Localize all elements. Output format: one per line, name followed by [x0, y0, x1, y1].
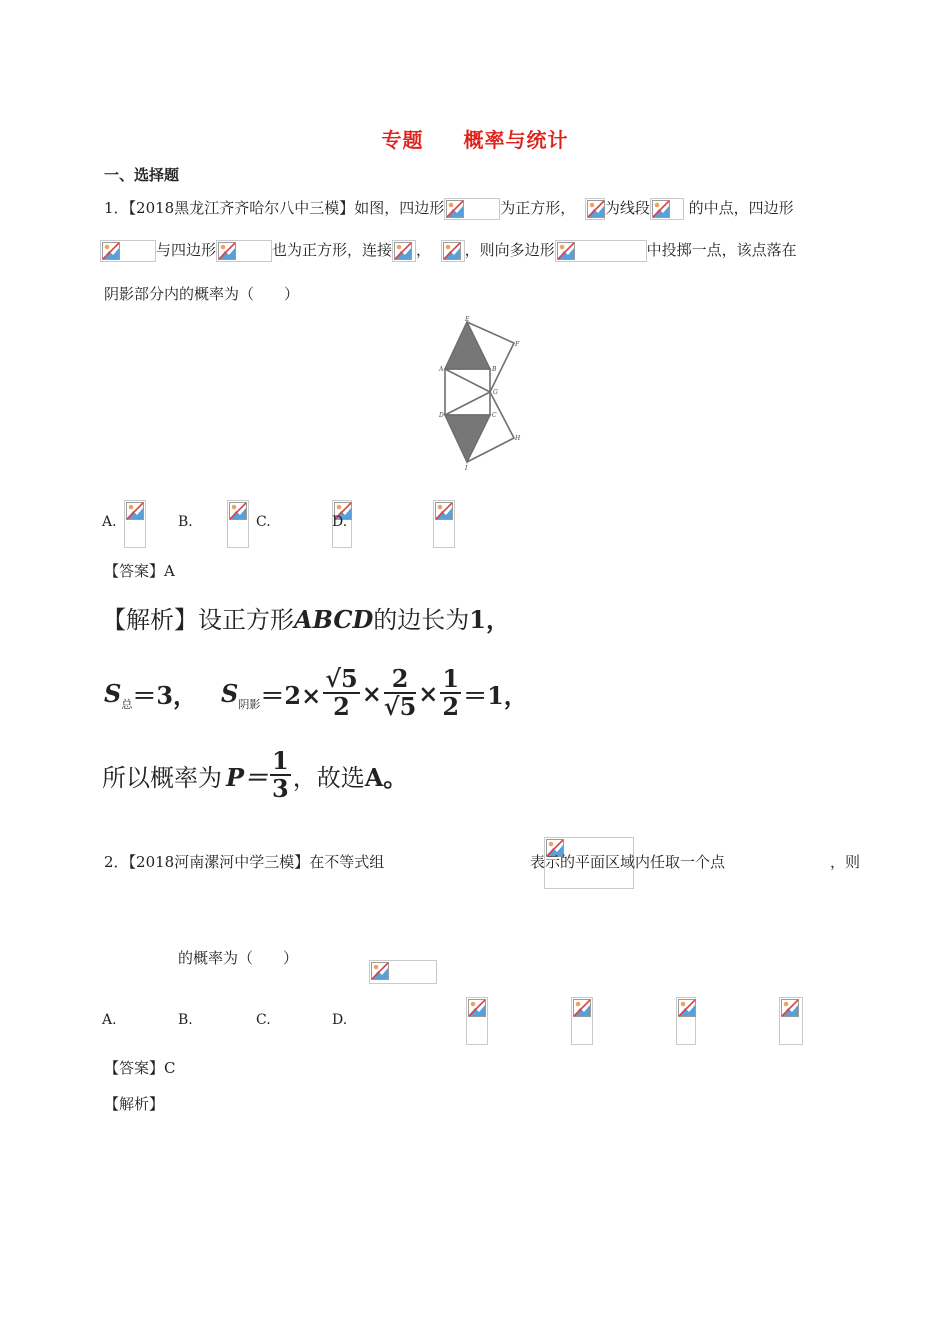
q2-option-a-label: A. [102, 1012, 117, 1028]
q1-analysis-conclusion: 所以概率为 P＝ $\frac{1}{3}$ ，故选 A。 [102, 746, 408, 803]
broken-image-icon [441, 240, 465, 262]
fraction: $\frac{√5}{2}$ [325, 664, 358, 721]
q2-line-1-mid: 表示的平面区域内任取一个点 [530, 853, 726, 871]
figure-label: G [493, 389, 498, 396]
q1-option-b-label: B. [178, 514, 193, 530]
figure-label: H [515, 435, 521, 442]
broken-image-icon [466, 997, 488, 1045]
figure-label: E [465, 316, 470, 323]
q2-option-b-label: B. [178, 1012, 193, 1028]
figure-label: A [439, 366, 444, 373]
broken-image-icon [779, 997, 803, 1045]
broken-image-icon [444, 198, 500, 220]
section-heading: 一、选择题 [104, 166, 180, 184]
q1-option-d-label: D. [332, 514, 348, 530]
broken-image-icon [676, 997, 696, 1045]
q1-analysis-line-1: 【解析】设正方形ABCD的边长为1， [102, 605, 510, 634]
broken-image-icon [585, 198, 605, 220]
broken-image-icon [124, 500, 146, 548]
broken-image-icon [555, 240, 647, 262]
broken-image-icon [369, 960, 437, 984]
fraction: $\frac{1}{2}$ [442, 664, 460, 721]
q1-option-c-label: C. [256, 514, 271, 530]
figure-label: C [492, 412, 497, 419]
broken-image-icon [392, 240, 416, 262]
broken-image-icon [433, 500, 455, 548]
q1-answer: 【答案】A [104, 562, 175, 580]
q2-option-c-label: C. [256, 1012, 271, 1028]
q1-option-a-label: A. [102, 514, 117, 530]
q2-answer: 【答案】C [104, 1059, 176, 1077]
q1-analysis-formula: S 总 ＝3， S 阴影 ＝2× $\frac{√5}{2}$ × $\frac{2}{√5}$ × $\frac{1}{2}$ ＝1， [104, 664, 528, 721]
figure-label: I [465, 465, 468, 472]
q2-line-1-start: 2．【2018河南漯河中学三模】在不等式组 [104, 853, 385, 871]
fraction: $\frac{2}{√5}$ [383, 664, 417, 721]
document-title: 专题 概率与统计 [381, 128, 569, 152]
broken-image-icon [227, 500, 249, 548]
broken-image-icon [216, 240, 272, 262]
figure-label: F [515, 341, 520, 348]
figure-label: B [492, 366, 497, 373]
q2-option-d-label: D. [332, 1012, 348, 1028]
geometry-figure [430, 316, 530, 474]
q1-line-1: 1．【2018黑龙江齐齐哈尔八中三模】如图，四边形 为正方形， 为线段 的中点，四边形 [104, 198, 794, 220]
broken-image-icon [650, 198, 684, 220]
q2-line-1-end: ，则 [830, 853, 861, 871]
fraction: $\frac{1}{3}$ [272, 746, 289, 803]
q2-line-2: 的概率为（ ） [178, 949, 299, 967]
figure-label: D [439, 412, 444, 419]
q1-line-2: 与四边形 也为正方形，连接 ， ，则向多边形 中投掷一点，该点落在 [100, 240, 797, 262]
broken-image-icon [571, 997, 593, 1045]
q2-analysis: 【解析】 [104, 1095, 165, 1113]
q1-line-3: 阴影部分内的概率为（ ） [104, 285, 300, 303]
broken-image-icon [100, 240, 156, 262]
